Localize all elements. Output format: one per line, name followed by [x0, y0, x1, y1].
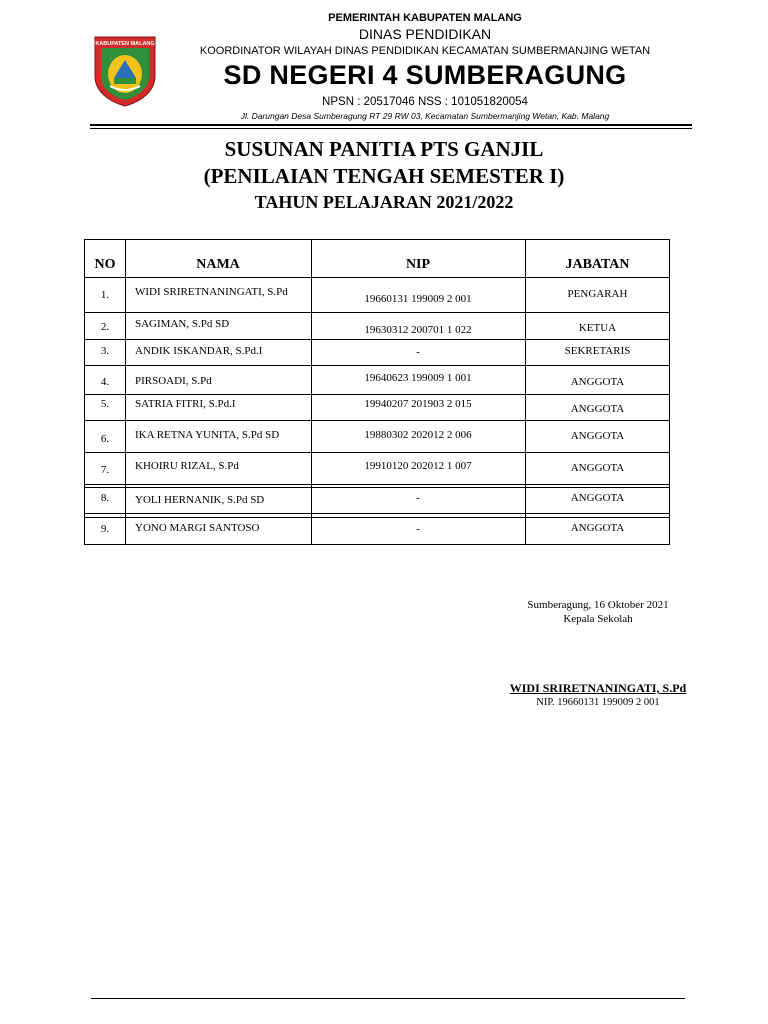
- row-no: 9.: [100, 523, 110, 535]
- letterhead-rule-thin: [90, 128, 692, 129]
- row-jabatan: ANGGOTA: [570, 403, 625, 415]
- row-jabatan: ANGGOTA: [570, 376, 625, 388]
- row-nama: KHOIRU RIZAL, S.Pd: [135, 460, 239, 472]
- row-no: 3.: [100, 345, 110, 357]
- row-nip: -: [416, 492, 420, 504]
- row-no: 1.: [100, 289, 110, 301]
- header-jabatan: JABATAN: [565, 257, 630, 272]
- academic-year: TAHUN PELAJARAN 2021/2022: [254, 192, 514, 212]
- row-divider: [85, 513, 669, 514]
- row-jabatan: ANGGOTA: [570, 492, 625, 504]
- document-subtitle: (PENILAIAN TENGAH SEMESTER I): [203, 164, 565, 188]
- header-nip: NIP: [405, 257, 431, 272]
- row-nama: YONO MARGI SANTOSO: [135, 522, 260, 534]
- committee-table: [84, 239, 670, 545]
- row-no: 8.: [100, 492, 110, 504]
- row-no: 2.: [100, 321, 110, 333]
- row-nip: 19910120 202012 1 007: [364, 460, 472, 472]
- signature-role: Kepala Sekolah: [563, 613, 633, 625]
- column-divider: [125, 240, 126, 544]
- row-no: 4.: [100, 376, 110, 388]
- row-divider: [85, 394, 669, 395]
- row-divider: [85, 312, 669, 313]
- row-nip: 19940207 201903 2 015: [364, 398, 472, 410]
- row-nip: -: [416, 523, 420, 535]
- row-nama: WIDI SRIRETNANINGATI, S.Pd: [135, 286, 288, 298]
- row-nama: IKA RETNA YUNITA, S.Pd SD: [135, 429, 280, 441]
- signature-name: WIDI SRIRETNANINGATI, S.Pd: [509, 681, 687, 695]
- row-nip: 19660131 199009 2 001: [364, 293, 472, 305]
- row-nama: ANDIK ISKANDAR, S.Pd.I: [135, 345, 263, 357]
- government-name: PEMERINTAH KABUPATEN MALANG: [328, 12, 522, 24]
- row-divider: [85, 420, 669, 421]
- row-divider: [85, 365, 669, 366]
- row-divider: [85, 452, 669, 453]
- signature-nip: NIP. 19660131 199009 2 001: [536, 697, 660, 708]
- row-divider: [85, 339, 669, 340]
- row-no: 6.: [100, 433, 110, 445]
- kabupaten-malang-logo: [92, 34, 158, 108]
- school-address: Jl. Darungan Desa Sumberagung RT 29 RW 03, Kecamatan Sumbermanjing Wetan, Kab. Malang: [240, 111, 610, 121]
- header-no: NO: [94, 257, 116, 272]
- row-nip: 19640623 199009 1 001: [364, 372, 472, 384]
- row-jabatan: PENGARAH: [567, 288, 628, 300]
- row-divider: [85, 487, 669, 488]
- coordinator-name: KOORDINATOR WILAYAH DINAS PENDIDIKAN KECAMATAN SUMBERMANJING WETAN: [199, 45, 651, 57]
- school-ids: NPSN : 20517046 NSS : 101051820054: [322, 96, 528, 108]
- signature-place-date: Sumberagung, 16 Oktober 2021: [527, 599, 669, 611]
- row-nip: 19880302 202012 2 006: [364, 429, 472, 441]
- row-nama: SATRIA FITRI, S.Pd.I: [135, 398, 236, 410]
- department-name: DINAS PENDIDIKAN: [358, 26, 492, 42]
- row-divider: [85, 517, 669, 518]
- row-divider: [85, 484, 669, 485]
- footer-rule: [91, 998, 685, 999]
- document-title: SUSUNAN PANITIA PTS GANJIL: [224, 137, 544, 161]
- row-divider: [85, 277, 669, 278]
- row-jabatan: ANGGOTA: [570, 430, 625, 442]
- row-jabatan: ANGGOTA: [570, 522, 625, 534]
- row-nama: SAGIMAN, S.Pd SD: [135, 318, 230, 330]
- row-jabatan: KETUA: [578, 322, 617, 334]
- header-nama: NAMA: [196, 257, 240, 272]
- svg-text:KABUPATEN MALANG: KABUPATEN MALANG: [95, 41, 155, 47]
- row-nama: PIRSOADI, S.Pd: [135, 375, 212, 387]
- row-no: 5.: [100, 398, 110, 410]
- row-nip: -: [416, 346, 420, 358]
- row-nip: 19630312 200701 1 022: [364, 324, 472, 336]
- school-name: SD NEGERI 4 SUMBERAGUNG: [223, 60, 627, 90]
- row-jabatan: ANGGOTA: [570, 462, 625, 474]
- row-no: 7.: [100, 464, 110, 476]
- row-jabatan: SEKRETARIS: [564, 345, 631, 357]
- row-nama: YOLI HERNANIK, S.Pd SD: [135, 494, 265, 506]
- letterhead-rule-thick: [90, 124, 692, 126]
